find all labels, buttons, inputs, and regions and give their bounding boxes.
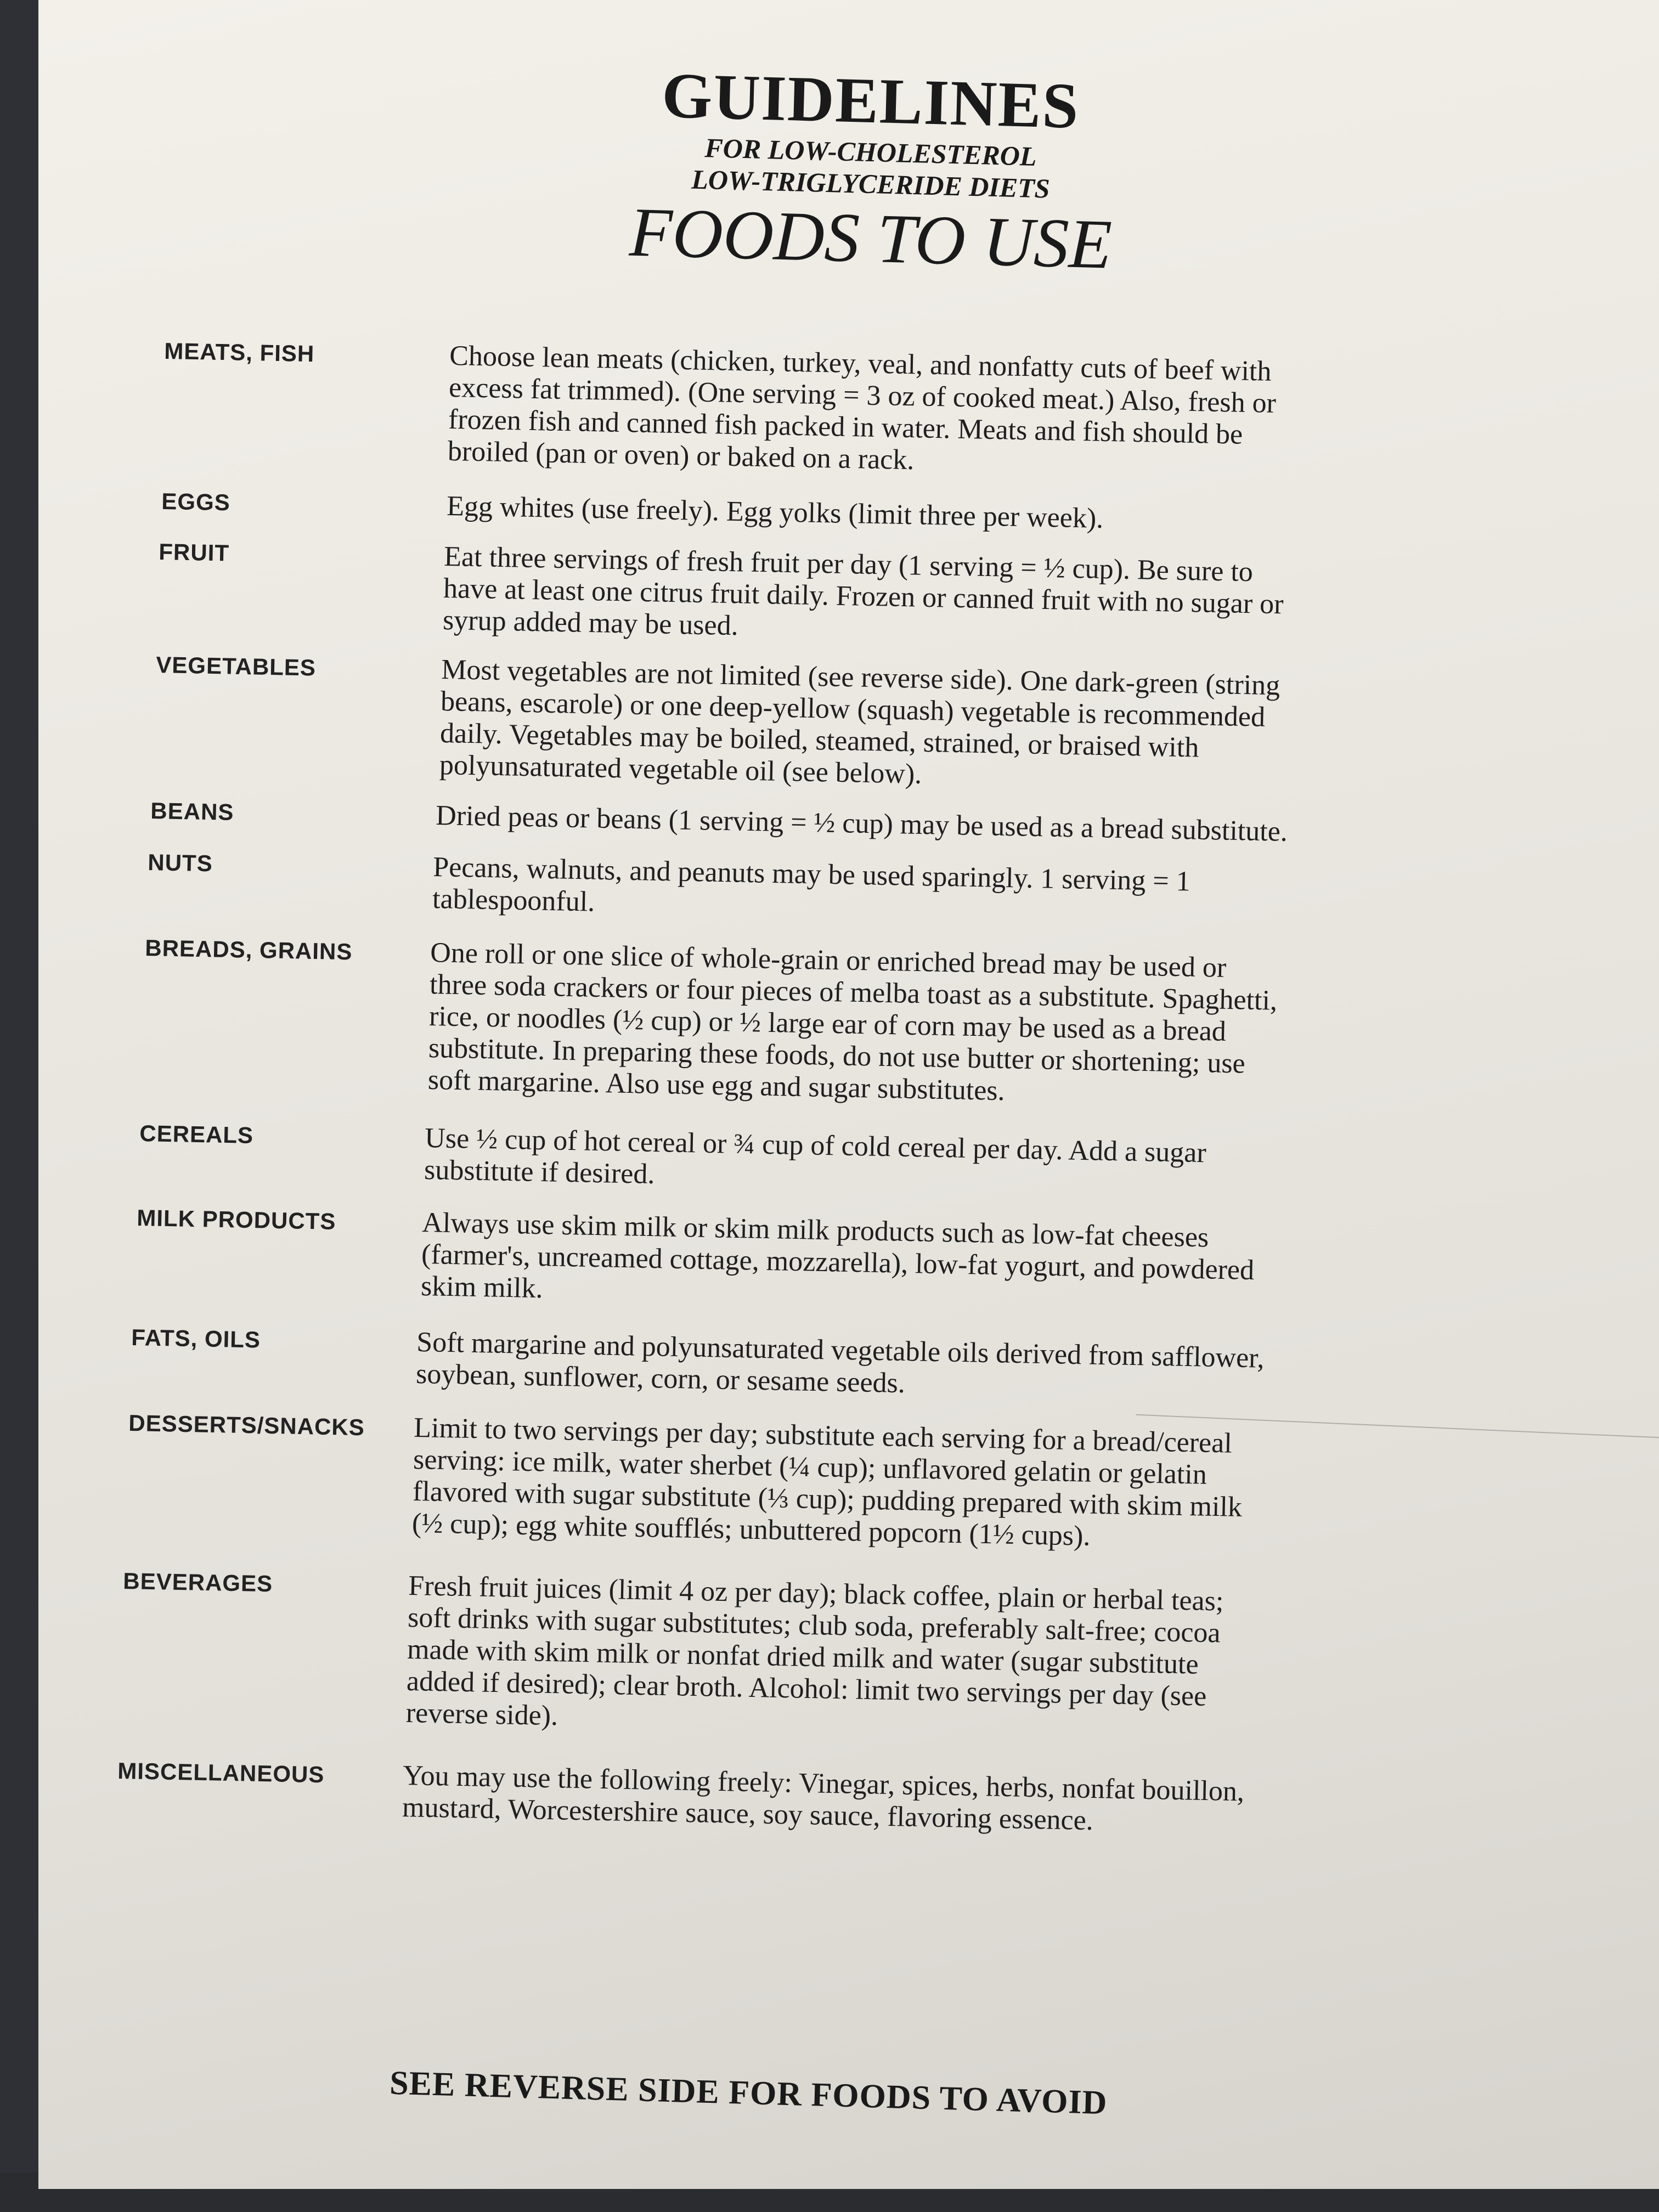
- entry-label: DESSERTS/SNACKS: [128, 1409, 365, 1441]
- entry-label: BEVERAGES: [122, 1567, 273, 1597]
- entry-milk-products: [136, 1201, 1659, 1328]
- entry-fruit: [157, 535, 1659, 662]
- document-subtitle-line1: FOR LOW-CHOLESTEROL: [704, 132, 1037, 172]
- entry-text: Soft margarine and polyunsaturated vegetable oils derived from safflower, soybean, sunflower, corn, or sesame seeds.: [415, 1326, 1265, 1400]
- entry-label: MEATS, FISH: [163, 337, 315, 367]
- background-left-edge: [0, 0, 38, 2212]
- entry-fats-oils: [131, 1321, 1659, 1416]
- entry-label: FATS, OILS: [131, 1324, 261, 1353]
- document-header: [38, 59, 1659, 284]
- entry-label: BEANS: [150, 797, 234, 825]
- entry-text: One roll or one slice of whole-grain or enriched bread may be used or three soda crackers or four pieces of melba toast as a substitute. Spaghetti, rice, or noodles (½ cup) or ½ large ear of corn may be used as a bread substitute. In preparing these foods, do not use butter or shortening; use soft margarine. Also use egg and sugar substitutes.: [427, 936, 1278, 1107]
- entry-label: FRUIT: [158, 538, 230, 566]
- entry-label: BREADS, GRAINS: [144, 934, 353, 965]
- entry-text: Limit to two servings per day; substitute each serving for a bread/cereal serving: ice milk, water sherbet (¼ cup); unflavored gelatin or gelatin flavored with sugar substitute (⅓ cup); pudding prepared with skim milk (½ cup); egg white soufflés; unbuttered popcorn (1½ cups).: [411, 1412, 1243, 1552]
- entry-miscellaneous: [117, 1754, 1659, 1849]
- entry-text: Egg whites (use freely). Egg yolks (limit three per week).: [446, 490, 1104, 534]
- see-reverse-side-note: SEE REVERSE SIDE FOR FOODS TO AVOID: [389, 2064, 1108, 2122]
- entry-text: Dried peas or beans (1 serving = ½ cup) may be used as a bread substitute.: [435, 799, 1288, 848]
- entry-label: VEGETABLES: [155, 651, 317, 681]
- entry-text: Fresh fruit juices (limit 4 oz per day); black coffee, plain or herbal teas; soft drinks with sugar substitutes; club soda, preferably salt-free; cocoa made with skim milk or nonfat dried milk and water (sugar substitute added if desired); clear broth. Alcohol: limit two servings per day (see reverse side).: [405, 1570, 1224, 1732]
- entry-text: Always use skim milk or skim milk products such as low-fat cheeses (farmer's, uncreamed cottage, mozzarella), low-fat yogurt, and powdered skim milk.: [420, 1206, 1255, 1305]
- diet-guidelines-sheet: [38, 0, 1659, 2189]
- entry-text: Most vegetables are not limited (see reverse side). One dark-green (string beans, escarole) or one deep-yellow (squash) vegetable is recommended daily. Vegetables may be boiled, steamed, strained, or braised with polyunsaturated vegetable oil (see below).: [439, 653, 1280, 790]
- entry-label: MILK PRODUCTS: [136, 1204, 336, 1234]
- entry-text: Use ½ cup of hot cereal or ¾ cup of cold cereal per day. Add a sugar substitute if desired.: [424, 1122, 1207, 1190]
- entry-vegetables: [154, 648, 1659, 807]
- entry-beans: [150, 794, 1659, 857]
- entry-nuts: [147, 846, 1659, 941]
- document-subtitle-line2: LOW-TRIGLYCERIDE DIETS: [691, 163, 1051, 204]
- entry-eggs: [161, 485, 1659, 548]
- entry-text: Choose lean meats (chicken, turkey, veal, and nonfatty cuts of beef with excess fat trimmed). (One serving = 3 oz of cooked meat.) Also, fresh or frozen fish and canned fish packed in water. Meats and fish should be broiled (pan or oven) or baked on a rack.: [447, 340, 1277, 476]
- entry-text: Pecans, walnuts, and peanuts may be used sparingly. 1 serving = 1 tablespoonful.: [432, 851, 1191, 918]
- food-guidelines-list: [38, 307, 1659, 1837]
- entry-breads-grains: [142, 932, 1659, 1122]
- entry-label: NUTS: [147, 849, 213, 877]
- document-title: GUIDELINES: [661, 59, 1081, 142]
- entry-cereals: [139, 1117, 1659, 1212]
- entry-meats-fish: [162, 335, 1659, 493]
- entry-label: EGGS: [161, 488, 231, 516]
- entry-label: CEREALS: [139, 1120, 254, 1148]
- entry-beverages: [120, 1565, 1659, 1755]
- entry-label: MISCELLANEOUS: [117, 1757, 325, 1788]
- section-title: FOODS TO USE: [628, 193, 1113, 284]
- entry-text: You may use the following freely: Vinegar, spices, herbs, nonfat bouillon, mustard, Worcestershire sauce, soy sauce, flavoring essence.: [402, 1759, 1245, 1837]
- entry-text: Eat three servings of fresh fruit per day (1 serving = ½ cup). Be sure to have at least one citrus fruit daily. Frozen or canned fruit with no sugar or syrup added may be used.: [442, 540, 1284, 642]
- entry-desserts-snacks: [127, 1407, 1659, 1565]
